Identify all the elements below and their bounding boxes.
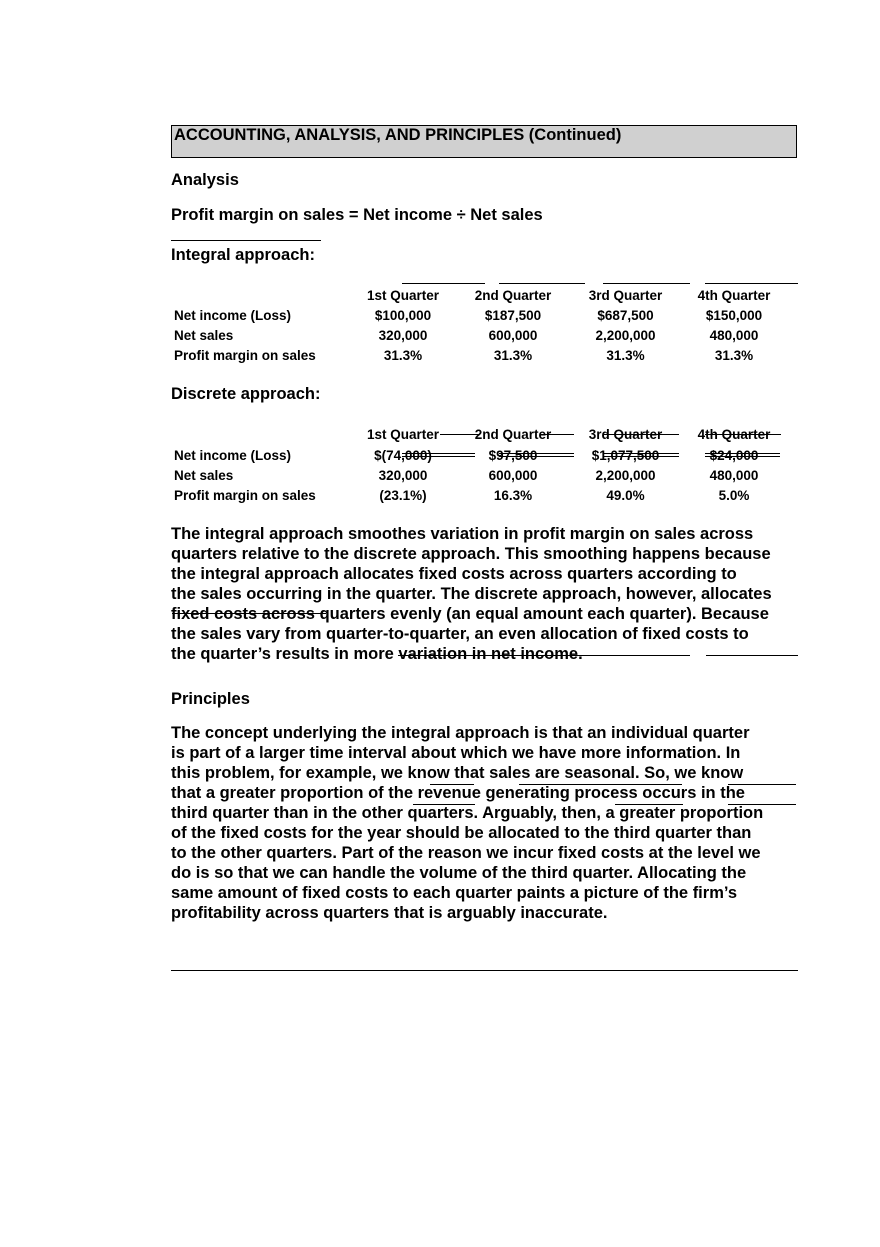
rule bbox=[499, 456, 574, 457]
rule bbox=[705, 456, 780, 457]
rule bbox=[728, 784, 796, 785]
integral-cell: 480,000 bbox=[709, 328, 759, 343]
formula-text: Profit margin on sales = Net income ÷ Net sales bbox=[171, 206, 543, 224]
paragraph-line: the integral approach allocates fixed costs across quarters according to bbox=[171, 565, 737, 583]
rule bbox=[402, 456, 475, 457]
rule bbox=[705, 283, 798, 284]
integral-cell: $187,500 bbox=[484, 308, 542, 323]
paragraph-line: third quarter than in the other quarters. Arguably, then, a greater proportion bbox=[171, 804, 764, 822]
discrete-row-label: Net sales bbox=[174, 468, 234, 483]
divider-short bbox=[171, 240, 321, 241]
paragraph-line: quarters relative to the discrete approach. This smoothing happens because bbox=[171, 545, 771, 563]
integral-cell: 31.3% bbox=[493, 348, 533, 363]
integral-col-header: 1st Quarter bbox=[366, 288, 440, 303]
paragraph-line: to the other quarters. Part of the reason we incur fixed costs at the level we bbox=[171, 844, 761, 862]
rule bbox=[172, 613, 326, 614]
discrete-col-header: 2nd Quarter bbox=[474, 427, 552, 442]
integral-cell: $100,000 bbox=[374, 308, 432, 323]
rule bbox=[705, 434, 781, 435]
discrete-cell: 2,200,000 bbox=[595, 468, 656, 483]
discrete-col-header: 1st Quarter bbox=[366, 427, 440, 442]
integral-cell: 320,000 bbox=[378, 328, 428, 343]
discrete-cell: $24,000 bbox=[709, 448, 759, 463]
discrete-cell: (23.1%) bbox=[379, 488, 427, 503]
integral-row-label: Net income (Loss) bbox=[174, 308, 292, 323]
rule bbox=[519, 784, 682, 785]
rule bbox=[499, 283, 585, 284]
paragraph-line: the sales vary from quarter-to-quarter, an even allocation of fixed costs to bbox=[171, 625, 749, 643]
discrete-cell: 16.3% bbox=[493, 488, 533, 503]
integral-cell: $687,500 bbox=[597, 308, 654, 323]
integral-heading: Integral approach: bbox=[171, 246, 315, 264]
principles-heading: Principles bbox=[171, 690, 250, 708]
rule bbox=[440, 434, 480, 435]
discrete-cell: 49.0% bbox=[606, 488, 645, 503]
discrete-cell: $(74,000) bbox=[374, 448, 432, 463]
discrete-cell: 320,000 bbox=[378, 468, 428, 483]
rule bbox=[615, 804, 683, 805]
paragraph-line: the quarter’s results in more variation in net income. bbox=[171, 645, 583, 663]
paragraph-line: The integral approach smoothes variation in profit margin on sales across bbox=[171, 525, 754, 543]
integral-cell: 31.3% bbox=[383, 348, 423, 363]
discrete-cell: $1,077,500 bbox=[591, 448, 660, 463]
paragraph-line: this problem, for example, we know that sales are seasonal. So, we know bbox=[171, 764, 744, 782]
rule bbox=[499, 453, 574, 454]
integral-cell: 600,000 bbox=[488, 328, 538, 343]
analysis-heading: Analysis bbox=[171, 171, 239, 189]
paragraph-line: same amount of fixed costs to each quarter paints a picture of the firm’s bbox=[171, 884, 738, 902]
integral-cell: $150,000 bbox=[705, 308, 763, 323]
rule bbox=[706, 655, 798, 656]
paragraph-line: profitability across quarters that is arguably inaccurate. bbox=[171, 904, 608, 922]
rule bbox=[603, 453, 679, 454]
paragraph-line: the sales occurring in the quarter. The discrete approach, however, allocates bbox=[171, 585, 772, 603]
paragraph-line: The concept underlying the integral approach is that an individual quarter bbox=[171, 724, 750, 742]
section-header-title: ACCOUNTING, ANALYSIS, AND PRINCIPLES (Continued) bbox=[174, 126, 622, 144]
bottom-divider bbox=[171, 970, 798, 971]
discrete-row-label: Profit margin on sales bbox=[174, 488, 316, 503]
rule bbox=[540, 434, 574, 435]
discrete-cell: 600,000 bbox=[488, 468, 538, 483]
integral-col-header: 4th Quarter bbox=[697, 288, 771, 303]
rule bbox=[603, 283, 690, 284]
paragraph-line: is part of a larger time interval about which we have more information. In bbox=[171, 744, 741, 762]
integral-row-label: Net sales bbox=[174, 328, 234, 343]
rule bbox=[430, 784, 474, 785]
paragraph-line: do is so that we can handle the volume of the third quarter. Allocating the bbox=[171, 864, 747, 882]
paragraph-line: fixed costs across quarters evenly (an equal amount each quarter). Because bbox=[171, 605, 769, 623]
discrete-cell: $97,500 bbox=[488, 448, 538, 463]
rule bbox=[705, 453, 780, 454]
rule bbox=[728, 804, 796, 805]
rule bbox=[603, 456, 679, 457]
principles-paragraph bbox=[171, 723, 797, 923]
discrete-row-label: Net income (Loss) bbox=[174, 448, 292, 463]
integral-col-header: 3rd Quarter bbox=[588, 288, 663, 303]
integral-cell: 31.3% bbox=[714, 348, 754, 363]
rule bbox=[402, 453, 475, 454]
discrete-cell: 480,000 bbox=[709, 468, 759, 483]
integral-col-header: 2nd Quarter bbox=[474, 288, 552, 303]
discrete-cell: 5.0% bbox=[718, 488, 750, 503]
rule bbox=[398, 655, 690, 656]
paragraph-line: of the fixed costs for the year should be allocated to the third quarter than bbox=[171, 824, 752, 842]
integral-row-label: Profit margin on sales bbox=[174, 348, 316, 363]
discrete-col-header: 3rd Quarter bbox=[588, 427, 663, 442]
paragraph-line: that a greater proportion of the revenue generating process occurs in the bbox=[171, 784, 745, 802]
integral-cell: 2,200,000 bbox=[595, 328, 656, 343]
discrete-heading: Discrete approach: bbox=[171, 385, 321, 403]
rule bbox=[402, 283, 485, 284]
rule bbox=[413, 804, 475, 805]
comparison-paragraph bbox=[171, 524, 797, 664]
rule bbox=[603, 434, 679, 435]
discrete-col-header: 4th Quarter bbox=[697, 427, 771, 442]
integral-cell: 31.3% bbox=[606, 348, 645, 363]
